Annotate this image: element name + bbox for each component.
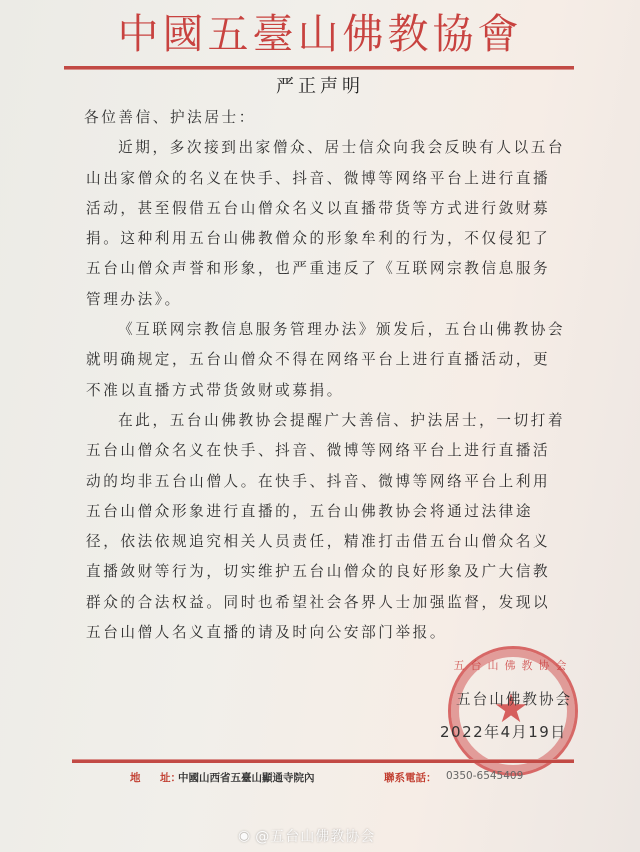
letterhead-rule-bottom <box>72 759 574 763</box>
signer: 五台山佛教协会 <box>456 691 573 708</box>
salutation: 各位善信、护法居士： <box>84 109 256 126</box>
paragraph-3: 在此，五台山佛教协会提醒广大善信、护法居士，一切打着五台山僧众名义在快手、抖音、微博等网络平台上进行直播活动的均非五台山僧人。在快手、抖音、微博等网络平台上利用五台山僧众形象进行直播的，五台山佛教协会将通过法律途径，依法依规追究相关人员责任，精准打击借五台山僧众名义直播敛财等行为，切实维护五台山僧众的良好形象及广大信教群众的合法权益。同时也希望社会各界人士加强监督，发现以五台山僧人名义直播的请及时向公安部门举报。 <box>86 411 566 642</box>
address-label-suffix: 址： <box>160 772 181 784</box>
official-seal <box>448 646 578 776</box>
document-date: 2022年4月19日 <box>440 723 567 741</box>
phone-value: 0350-6545409 <box>446 770 524 782</box>
weibo-icon: ◉ <box>238 828 252 844</box>
letterhead-rule-top <box>64 66 574 70</box>
address-label: 地 <box>130 772 141 784</box>
document-body <box>86 103 566 648</box>
weibo-watermark <box>238 826 375 846</box>
document-heading: 严正声明 <box>276 76 364 97</box>
watermark-text: @五台山佛教协会 <box>255 829 376 845</box>
address-value: 中國山西省五臺山顯通寺院內 <box>178 772 315 784</box>
letterhead-title: 中國五臺山佛教協會 <box>117 10 523 58</box>
paragraph-1: 近期，多次接到出家僧众、居士信众向我会反映有人以五台山出家僧众的名义在快手、抖音、微博等网络平台上进行直播活动，甚至假借五台山僧众名义以直播带货等方式进行敛财募捐。这种利用五台山佛教僧众的形象牟利的行为，不仅侵犯了五台山僧众声誉和形象，也严重违反了《互联网宗教信息服务管理办法》。 <box>86 139 566 308</box>
phone-label: 聯系電話： <box>384 772 437 784</box>
paragraph-2: 《互联网宗教信息服务管理办法》颁发后，五台山佛教协会就明确规定，五台山僧众不得在网络平台上进行直播活动，更不准以直播方式带货敛财或募捐。 <box>86 321 566 399</box>
seal-text: 五台山佛教协会 <box>453 659 573 672</box>
